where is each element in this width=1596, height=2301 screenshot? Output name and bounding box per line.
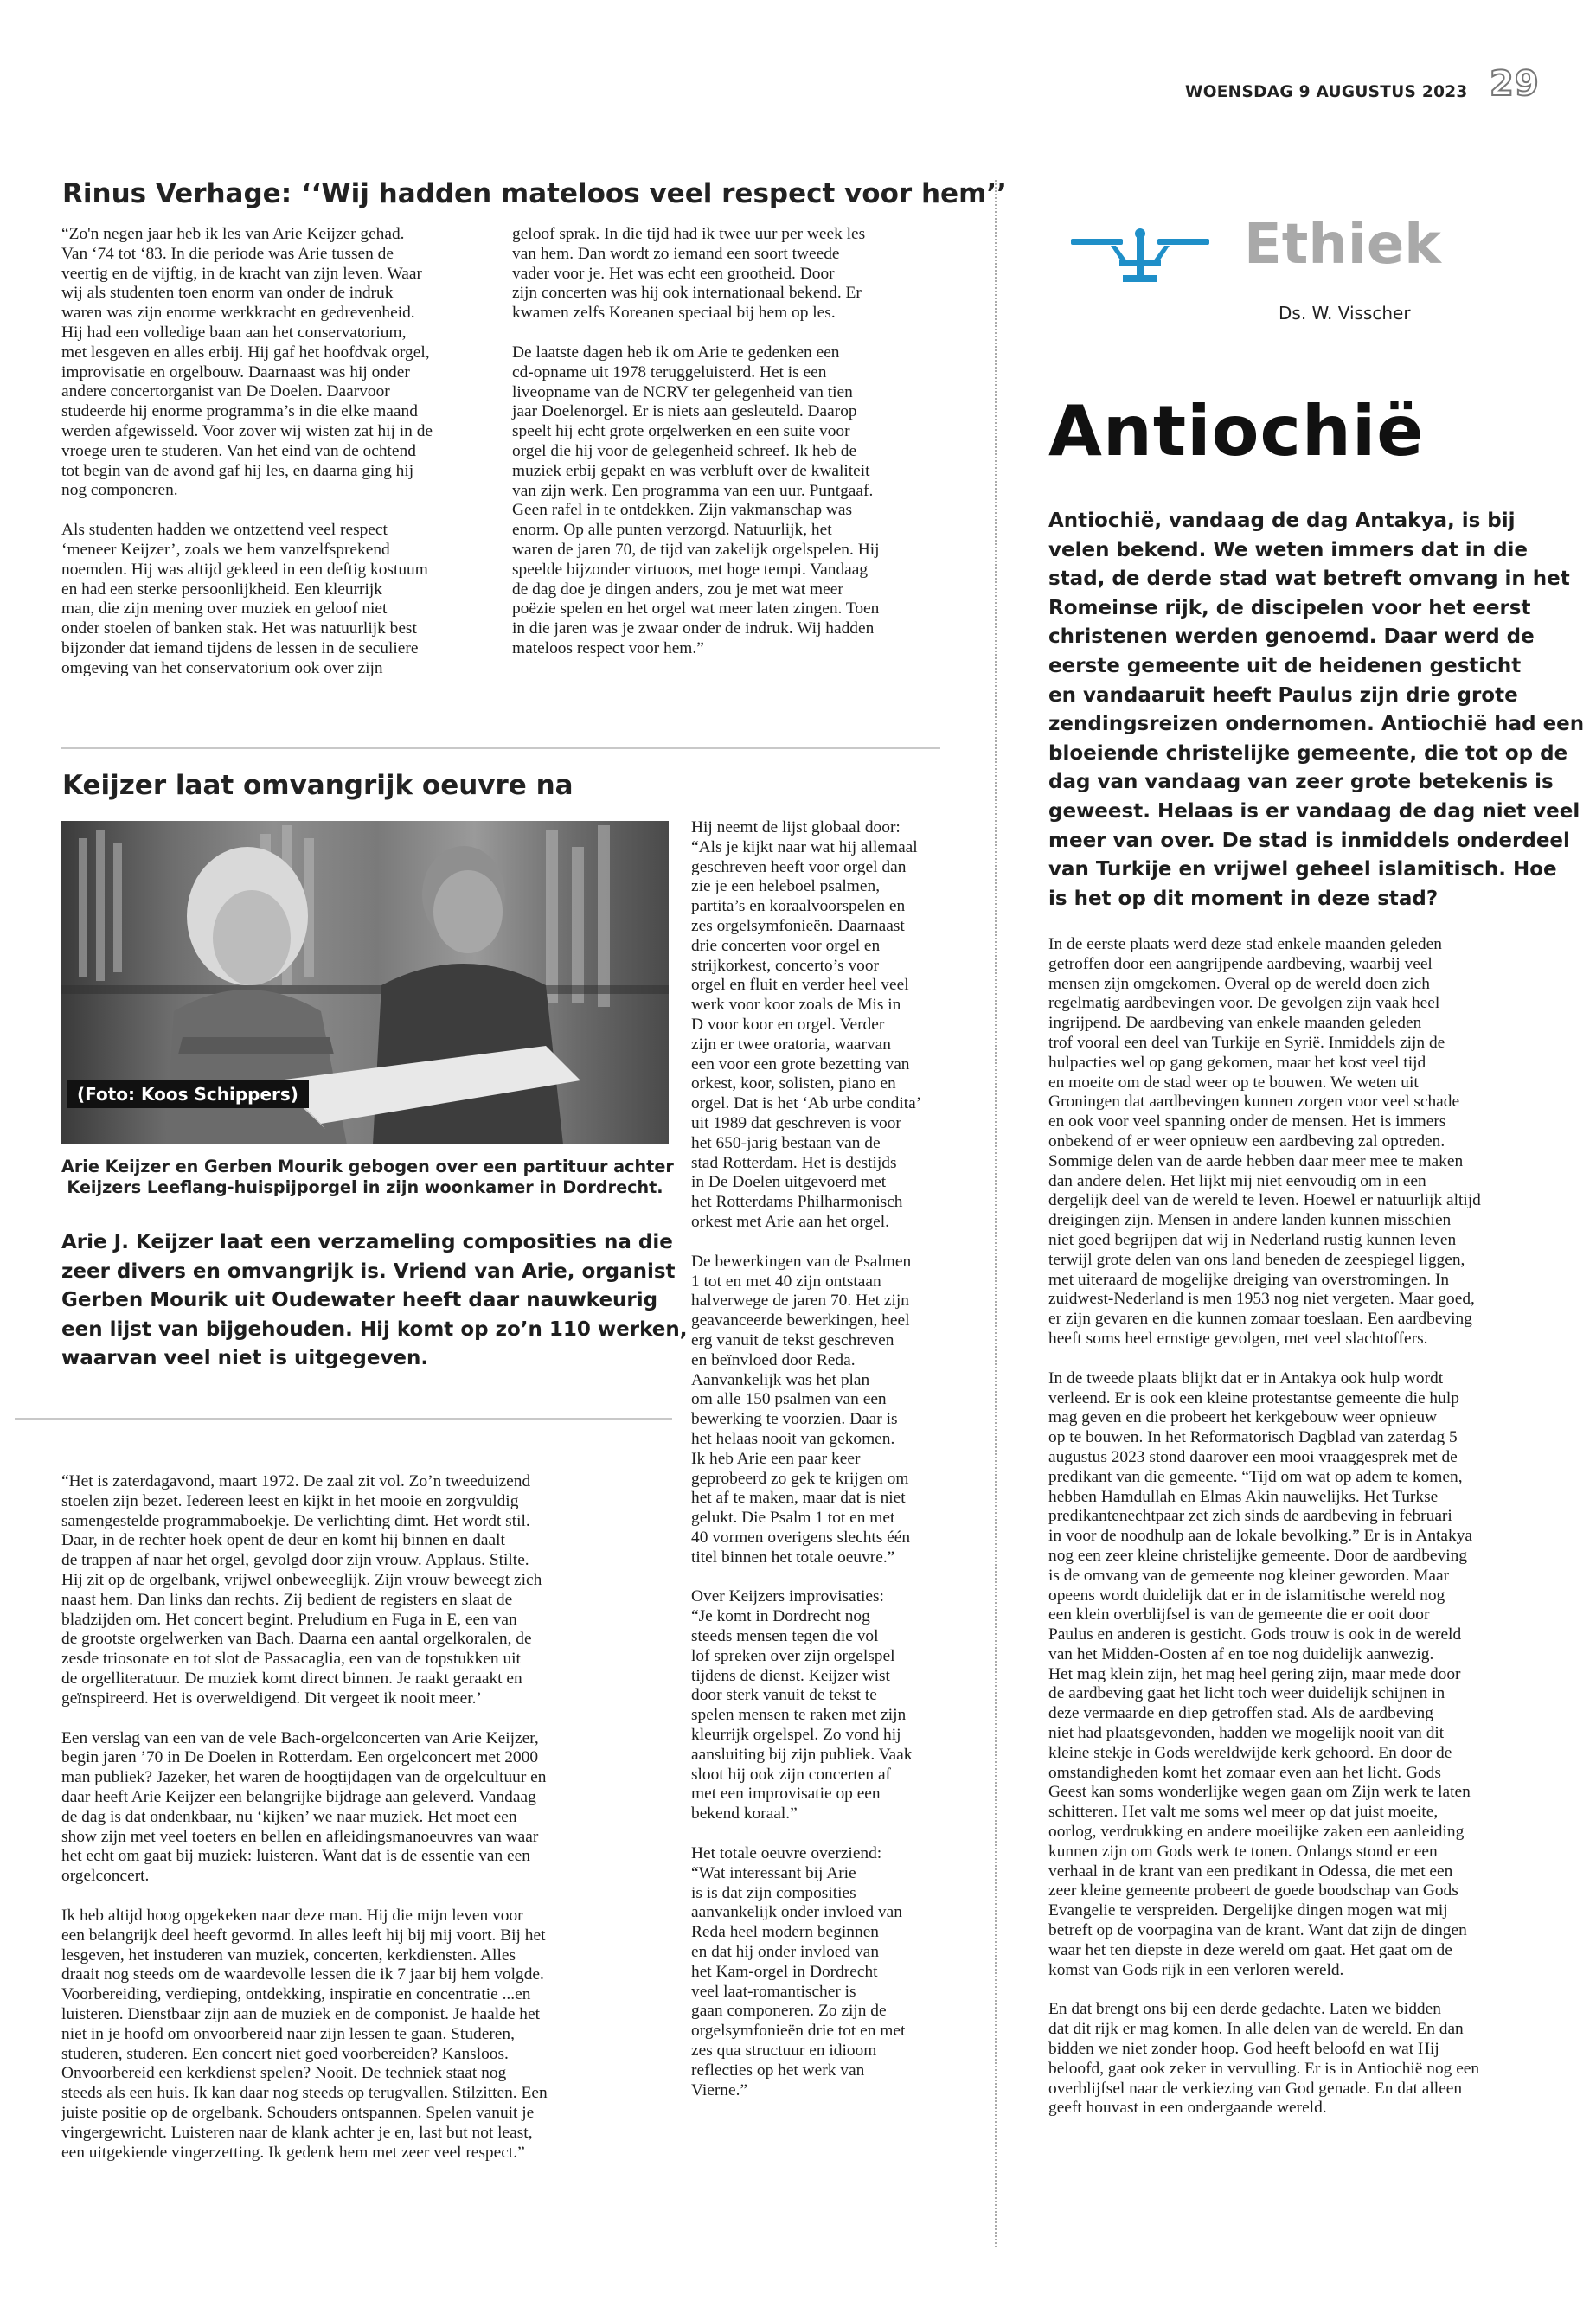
text-line: Geest kan soms wonderlijke wegen gaan om Zijn werk te laten bbox=[1048, 1783, 1471, 1802]
text-line: Sommige delen van de aarde hebben daar meer mee te maken bbox=[1048, 1151, 1464, 1170]
text-line: partita’s en koraalvoorspelen en bbox=[691, 897, 906, 916]
text-line: Ik heb altijd hoog opgekeken naar deze man. Hij die mijn leven voor bbox=[61, 1906, 523, 1925]
text-line: improvisatie en orgelbouw. Daarnaast was hij onder bbox=[61, 362, 410, 381]
text-line: uit 1989 dat geschreven is voor bbox=[691, 1113, 901, 1132]
text-line: een klein overblijfsel is van de gemeente die er ooit door bbox=[1048, 1606, 1430, 1625]
text-line: waar het ten diepste in deze wereld om gaat. Het gaat om de bbox=[1048, 1940, 1452, 1959]
ethiek-lead bbox=[1048, 507, 1585, 933]
text-line: dreigingen zijn. Mensen in andere landen kunnen misschien bbox=[1048, 1211, 1452, 1230]
rinus-col1 bbox=[61, 225, 503, 699]
text-line: en beïnvloed door Reda. bbox=[691, 1350, 856, 1369]
text-line: steeds mensen tegen die vol bbox=[691, 1627, 879, 1646]
text-line: augustus 2023 stond daarover een mooi vraaggesprek met de bbox=[1048, 1447, 1458, 1466]
text-line: Een verslag van een van de vele Bach-orgelconcerten van Arie Keijzer, bbox=[61, 1728, 539, 1747]
text-line: bloeiende christelijke gemeente, die tot op de bbox=[1048, 741, 1568, 765]
text-line: dag van vandaag van zeer grote betekenis is bbox=[1048, 771, 1554, 794]
text-line: deze vermaarde en diep getroffen stad. Als de aardbeving bbox=[1048, 1704, 1433, 1723]
text-line: Groningen dat aardbevingen kunnen zorgen voor veel schade bbox=[1048, 1093, 1460, 1112]
text-line: tijdens de dienst. Keijzer wist bbox=[691, 1666, 890, 1685]
text-line: Antiochië, vandaag de dag Antakya, is bij bbox=[1048, 510, 1516, 532]
text-line: en moeite om de stad weer op te bouwen. We weten uit bbox=[1048, 1073, 1419, 1092]
text-line: poëzie spelen en het orgel wat meer laten zingen. Toen bbox=[512, 599, 880, 619]
text-line: onbekend of er weer opnieuw een aardbeving zal optreden. bbox=[1048, 1131, 1445, 1150]
text-line: lesgeven, het instuderen van muziek, concerten, kerkdiensten. Alles bbox=[61, 1945, 516, 1965]
header-date: WOENSDAG 9 AUGUSTUS 2023 bbox=[1185, 83, 1468, 101]
text-line: wij als studenten toen enorm van onder de indruk bbox=[61, 284, 394, 303]
scale-icon bbox=[1062, 220, 1218, 293]
text-line: terwijl grote delen van ons land beneden de zeespiegel liggen, bbox=[1048, 1250, 1465, 1269]
text-line: kleine stekje in Gods wereldwijde kerk gehoord. En door de bbox=[1048, 1743, 1452, 1762]
text-line: zeer kleine gemeente probeert de goede boodschap van Gods bbox=[1048, 1881, 1458, 1900]
text-line: naast hem. Dan links dan rechts. Zij bedient de registers en slaat de bbox=[61, 1590, 513, 1609]
text-line: daar heeft Arie Keijzer een belangrijke bijdrage aan geleverd. Vandaag bbox=[61, 1787, 536, 1806]
text-line: steeds als een huis. Ik kan daar nog steeds op terugvallen. Stilzitten. Een bbox=[61, 2084, 548, 2103]
text-line: “Je komt in Dordrecht nog bbox=[691, 1607, 870, 1626]
text-line: de dag is dat ondenkbaar, nu ‘kijken’ we naar muziek. Het moet een bbox=[61, 1807, 517, 1826]
text-line: orgelconcert. bbox=[61, 1867, 150, 1886]
text-line: zijn er twee oratoria, waarvan bbox=[691, 1035, 891, 1054]
text-line: titel binnen het totale oeuvre.” bbox=[691, 1548, 895, 1567]
text-line: begin jaren ’70 in De Doelen in Rotterdam. Een orgelconcert met 2000 bbox=[61, 1748, 539, 1767]
text-line: predikantenechtpaar zet zich sinds de aardbeving in februari bbox=[1048, 1507, 1452, 1526]
text-line: “Het is zaterdagavond, maart 1972. De zaal zit vol. Zo’n tweeduizend bbox=[61, 1472, 531, 1490]
text-line: schitteren. Het valt me soms wel meer op dat juist moeite, bbox=[1048, 1803, 1439, 1822]
text-line: bekend koraal.” bbox=[691, 1804, 798, 1823]
text-line: werk voor koor zoals de Mis in bbox=[691, 996, 901, 1015]
text-line: een belangrijk deel heeft gevormd. In alles leeft hij bij mij voort. Bij het bbox=[61, 1926, 546, 1945]
text-line: Onvoorbereid een kerkdienst spelen? Nooit. De techniek staat nog bbox=[61, 2064, 507, 2083]
text-line: op te bouwen. In het Reformatorisch Dagblad van zaterdag 5 bbox=[1048, 1428, 1458, 1447]
rinus-title: Rinus Verhage: ‘‘Wij hadden mateloos veel respect voor hem’’ bbox=[62, 178, 1007, 209]
text-line: studeren, studeren. Een concert niet goed voorbereiden? Kansloos. bbox=[61, 2044, 509, 2063]
paragraph bbox=[61, 521, 503, 678]
paragraph bbox=[1048, 1369, 1567, 1981]
text-line: Paulus en anderen is gesticht. Gods trouw is ook in de wereld bbox=[1048, 1625, 1462, 1644]
article-title-antiochie: Antiochië bbox=[1048, 391, 1425, 471]
text-line: lof spreken over zijn orgelspel bbox=[691, 1646, 895, 1665]
paragraph bbox=[61, 1228, 688, 1374]
text-line: de orgelliteratuur. De muziek komt direct binnen. Je raakt geraakt en bbox=[61, 1669, 522, 1688]
text-line: ingrijpend. De aardbeving van enkele maanden geleden bbox=[1048, 1014, 1422, 1033]
text-line: orgelsymfonieën drie tot en met bbox=[691, 2022, 906, 2041]
text-line: mag geven en die probeert het kerkgebouw weer opnieuw bbox=[1048, 1408, 1438, 1427]
text-line: in die jaren was je zwaar onder de indruk. Wij hadden bbox=[512, 619, 875, 638]
text-line: Daar, in de rechter hoek opent de deur en komt hij binnen en daalt bbox=[61, 1531, 505, 1550]
text-line: enorm. Op alle punten verzorgd. Natuurlijk, het bbox=[512, 521, 832, 540]
paragraph bbox=[512, 343, 945, 659]
text-line: veel laat-romantischer is bbox=[691, 1982, 856, 2001]
keijzer-lead bbox=[61, 1228, 688, 1394]
text-line: nog een zeer kleine christelijke gemeente. Door de aardbeving bbox=[1048, 1546, 1468, 1565]
paragraph bbox=[61, 1729, 676, 1887]
text-line: stad Rotterdam. Het is destijds bbox=[691, 1153, 897, 1172]
text-line: zesde triosonate en tot slot de Passacaglia, een van de topstukken uit bbox=[61, 1650, 521, 1669]
text-line: werden afgewisseld. Voor zover wij wisten zat hij in de bbox=[61, 421, 433, 440]
text-line: beloofd, gaat ook zeker in vervulling. Er is in Antiochië nog een bbox=[1048, 2059, 1480, 2078]
text-line: Voorbereiding, verdieping, ontdekking, inspiratie en concentratie ...en bbox=[61, 1985, 531, 2004]
text-line: Als studenten hadden we ontzettend veel respect bbox=[61, 521, 388, 540]
text-line: draait nog steeds om de waardevolle lessen die ik 7 jaar bij hem volgde. bbox=[61, 1965, 544, 1984]
author-name: Ds. W. Visscher bbox=[1279, 303, 1411, 324]
text-line: sloot hij ook zijn concerten af bbox=[691, 1765, 892, 1784]
text-line: in De Doelen uitgevoerd met bbox=[691, 1173, 887, 1192]
text-line: Romeinse rijk, de discipelen voor het eerst bbox=[1048, 596, 1531, 619]
text-line: erg vanuit de tekst geschreven bbox=[691, 1330, 894, 1349]
text-line: geschreven heeft voor orgel dan bbox=[691, 857, 907, 876]
text-line: strijkorkest, concerto’s voor bbox=[691, 956, 880, 975]
text-line: christenen werden genoemd. Daar werd de bbox=[1048, 625, 1535, 649]
caption-line: Arie Keijzer en Gerben Mourik gebogen over een partituur achter bbox=[61, 1157, 674, 1176]
text-line: betreft op de voorpagina van de krant. Want dat zijn de dingen bbox=[1048, 1921, 1467, 1940]
text-line: met lesgeven en alles erbij. Hij gaf het hoofdvak orgel, bbox=[61, 343, 430, 362]
text-line: van Turkije en vrijwel geheel islamitisch. Hoe bbox=[1048, 858, 1557, 881]
text-line: orgel en fluit en verder heel veel bbox=[691, 976, 909, 995]
text-line: samengestelde programmaboekje. De verlichting dimt. Het wordt stil. bbox=[61, 1511, 530, 1530]
text-line: waren de jaren 70, de tijd van zakelijk orgelspelen. Hij bbox=[512, 540, 880, 559]
text-line: Aanvankelijk was het plan bbox=[691, 1370, 870, 1389]
paragraph bbox=[691, 1844, 951, 2100]
text-line: In de eerste plaats werd deze stad enkele maanden geleden bbox=[1048, 935, 1442, 953]
caption-line: Keijzers Leeflang-huispijporgel in zijn woonkamer in Dordrecht. bbox=[67, 1177, 663, 1197]
text-line: cd-opname uit 1978 teruggeluisterd. Het is een bbox=[512, 362, 827, 381]
text-line: Hij had een volledige baan aan het conservatorium, bbox=[61, 323, 407, 342]
text-line: kleurrijk orgelspel. Zo vond hij bbox=[691, 1726, 901, 1745]
text-line: een voor een grote bezetting van bbox=[691, 1054, 910, 1074]
paragraph bbox=[691, 1253, 951, 1568]
text-line: eerste gemeente uit de heidenen gesticht bbox=[1048, 654, 1522, 677]
text-line: hulpacties wel op gang gekomen, maar het kost veel tijd bbox=[1048, 1053, 1426, 1072]
page-number: 29 bbox=[1490, 64, 1540, 104]
text-line: 1 tot en met 40 zijn ontstaan bbox=[691, 1272, 881, 1291]
text-line: zes orgelsymfonieën. Daarnaast bbox=[691, 916, 905, 935]
text-line: dat dit rijk er mag komen. In alle delen van de wereld. En dan bbox=[1048, 2020, 1464, 2039]
text-line: zendingsreizen ondernomen. Antiochië had een bbox=[1048, 713, 1585, 736]
text-line: show zijn met veel toeters en bellen en afleidingsmanoeuvres van waar bbox=[61, 1827, 539, 1846]
text-line: ‘meneer Keijzer’, zoals we hem vanzelfsprekend bbox=[61, 540, 390, 559]
text-line: predikant van die gemeente. “Tijd om wat op adem te komen, bbox=[1048, 1467, 1463, 1486]
text-line: “Wat interessant bij Arie bbox=[691, 1863, 856, 1882]
text-line: bijzonder dat iemand tijdens de lessen in de seculiere bbox=[61, 638, 419, 657]
text-line: bidden we niet zonder hoop. God heeft beloofd en wat Hij bbox=[1048, 2040, 1439, 2059]
text-line: Arie J. Keijzer laat een verzameling composities na die bbox=[61, 1231, 673, 1253]
text-line: de trappen af naar het orgel, gevolgd door zijn vrouw. Applaus. Stilte. bbox=[61, 1551, 529, 1570]
text-line: overblijfsel naar de verkiezing van God genade. En dat alleen bbox=[1048, 2079, 1463, 2098]
paragraph bbox=[61, 1472, 676, 1709]
text-line: Ik heb Arie een paar keer bbox=[691, 1449, 861, 1468]
text-line: dergelijk deel van de wereld te leven. Hoewel er natuurlijk altijd bbox=[1048, 1191, 1481, 1210]
rinus-col2 bbox=[512, 225, 945, 679]
text-line: is het op dit moment in deze stad? bbox=[1048, 887, 1439, 910]
text-line: “Zo'n negen jaar heb ik les van Arie Keijzer gehad. bbox=[61, 225, 405, 243]
text-line: Evangelie te verspreiden. Dergelijke dingen mogen wat mij bbox=[1048, 1901, 1448, 1920]
text-line: het Kam-orgel in Dordrecht bbox=[691, 1962, 878, 1981]
text-line: is de omvang van de gemeente nog kleiner geworden. Maar bbox=[1048, 1566, 1450, 1585]
text-line: studeerde hij enorme programma’s in die elke maand bbox=[61, 402, 418, 421]
text-line: Geen rafel in te ontdekken. Zijn vakmanschap was bbox=[512, 501, 853, 520]
text-line: gaan componeren. Zo zijn de bbox=[691, 2002, 887, 2021]
text-line: opeens wordt duidelijk dat er in de islamitische wereld nog bbox=[1048, 1586, 1445, 1605]
text-line: Van ‘74 tot ‘83. In die periode was Arie tussen de bbox=[61, 244, 394, 263]
text-line: kunnen zijn om Gods werk te tonen. Onlangs stond er een bbox=[1048, 1842, 1438, 1861]
text-line: spelen mensen te raken met zijn bbox=[691, 1706, 907, 1725]
text-line: het af te maken, maar dat is niet bbox=[691, 1489, 906, 1508]
text-line: speelde bijzonder virtuoos, met hoge tempi. Vandaag bbox=[512, 560, 869, 579]
text-line: 40 vormen overigens slechts één bbox=[691, 1528, 911, 1547]
text-line: de grootste orgelwerken van Bach. Daarna een aantal orgelkoralen, de bbox=[61, 1630, 532, 1649]
text-line: Hij neemt de lijst globaal door: bbox=[691, 818, 901, 836]
text-line: juiste positie op de orgelbank. Schouders ontspannen. Spelen vanuit je bbox=[61, 2103, 535, 2122]
text-line: het echt om gaat bij muziek: luisteren. Want dat is de essentie van een bbox=[61, 1847, 530, 1866]
text-line: D voor koor en orgel. Verder bbox=[691, 1015, 885, 1034]
text-line: omstandigheden komt het zomaar even aan het licht. Gods bbox=[1048, 1763, 1441, 1782]
text-line: niet goed begrijpen dat wij in Nederland rustig kunnen leven bbox=[1048, 1230, 1457, 1249]
paragraph bbox=[1048, 507, 1585, 913]
text-line: En dat brengt ons bij een derde gedachte. Laten we bidden bbox=[1048, 2000, 1441, 2019]
text-line: gelukt. Die Psalm 1 tot en met bbox=[691, 1509, 895, 1528]
text-line: waren was zijn enorme werkkracht en gedrevenheid. bbox=[61, 304, 415, 323]
text-line: reflecties op het werk van bbox=[691, 2061, 865, 2080]
text-line: hebben Hamdullah en Elmas Akin nauwelijks. Het Turkse bbox=[1048, 1487, 1439, 1506]
text-line: het 650-jarig bestaan van de bbox=[691, 1133, 881, 1152]
text-line: Gerben Mourik uit Oudewater heeft daar nauwkeurig bbox=[61, 1289, 658, 1312]
text-line: bewerking te voorzien. Daar is bbox=[691, 1410, 898, 1429]
column-separator bbox=[995, 180, 997, 2247]
text-line: geprobeerd zo gek te krijgen om bbox=[691, 1469, 909, 1488]
photo-credit: (Foto: Koos Schippers) bbox=[67, 1080, 309, 1108]
paragraph bbox=[512, 225, 945, 324]
text-line: het helaas nooit van gekomen. bbox=[691, 1429, 895, 1448]
text-line: verleend. Er is ook een kleine protestantse gemeente die hulp bbox=[1048, 1388, 1459, 1407]
text-line: trof vooral een deel van Turkije en Syrië. Inmiddels zijn de bbox=[1048, 1033, 1445, 1052]
text-line: bladzijden om. Het concert begint. Preludium en Fuga in E, een van bbox=[61, 1610, 517, 1629]
text-line: regelmatig aardbevingen voor. De gevolgen zijn vaak heel bbox=[1048, 994, 1440, 1013]
text-line: Reda heel modern beginnen bbox=[691, 1923, 879, 1942]
text-line: De laatste dagen heb ik om Arie te gedenken een bbox=[512, 343, 840, 362]
text-line: orkest, koor, solisten, piano en bbox=[691, 1074, 896, 1093]
text-line: van hem. Dan wordt zo iemand een soort tweede bbox=[512, 244, 840, 263]
text-line: vingergewricht. Luisteren naar de klank achter je en, last but not least, bbox=[61, 2123, 533, 2142]
text-line: veertig en de vijftig, in de kracht van zijn leven. Waar bbox=[61, 264, 422, 283]
text-line: Hij zit op de orgelbank, vrijwel onbeweeglijk. Zijn vrouw beweegt zich bbox=[61, 1570, 542, 1589]
text-line: door sterk vanuit de tekst te bbox=[691, 1686, 877, 1705]
photo-caption bbox=[61, 1157, 674, 1198]
text-line: de dag doe je dingen anders, zou je met wat meer bbox=[512, 580, 843, 599]
text-line: noemden. Hij was altijd gekleed in een deftig kostuum bbox=[61, 560, 428, 579]
text-line: luisteren. Dienstbaar zijn aan de muziek en de componist. Je haalde het bbox=[61, 2004, 540, 2023]
text-line: muziek erbij gepakt en was verbluft over de kwaliteit bbox=[512, 461, 870, 480]
keijzer-wide-col bbox=[61, 1472, 676, 2182]
text-line: een uitgekiende vingerzetting. Ik gedenk hem met zeer veel respect.” bbox=[61, 2143, 525, 2162]
paragraph bbox=[691, 1587, 951, 1824]
ethiek-body bbox=[1048, 935, 1567, 2138]
text-line: vader voor je. Het was echt een grootheid. Door bbox=[512, 264, 835, 283]
text-line: geloof sprak. In die tijd had ik twee uur per week les bbox=[512, 225, 866, 243]
text-line: getroffen door een aangrijpende aardbeving, waarbij veel bbox=[1048, 954, 1433, 973]
text-line: stad, de derde stad wat betreft omvang in het bbox=[1048, 567, 1570, 591]
text-line: van zijn werk. Een programma van een uur. Puntgaaf. bbox=[512, 481, 874, 500]
text-line: een lijst van bijgehouden. Hij komt op zo’n 110 werken, bbox=[61, 1317, 688, 1341]
section-title-ethiek: Ethiek bbox=[1244, 213, 1441, 277]
paragraph bbox=[1048, 2000, 1567, 2118]
text-line: niet had plaatsgevonden, hadden we mogelijk nooit van dit bbox=[1048, 1724, 1445, 1743]
text-line: niet in je hoofd om onvoorbereid naar zijn lessen te gaan. Studeren, bbox=[61, 2024, 515, 2043]
text-line: en vandaaruit heeft Paulus zijn drie grote bbox=[1048, 683, 1518, 707]
text-line: orgel die hij voor de gelegenheid schreef. Ik heb de bbox=[512, 441, 857, 460]
text-line: het Rotterdams Philharmonisch bbox=[691, 1193, 903, 1212]
text-line: vroege uren te studeren. Van het eind van de ochtend bbox=[61, 441, 416, 460]
text-line: Het mag klein zijn, het mag heel gering zijn, maar mede door bbox=[1048, 1664, 1461, 1683]
photo-keijzer-mourik bbox=[61, 821, 669, 1144]
text-line: orkest met Arie aan het orgel. bbox=[691, 1212, 890, 1231]
text-line: aansluiting bij zijn publiek. Vaak bbox=[691, 1745, 913, 1764]
text-line: nog componeren. bbox=[61, 481, 178, 500]
text-line: met uiteraard de mogelijke dreiging van overstromingen. In bbox=[1048, 1270, 1450, 1289]
text-line: heeft soms heel ernstige gevolgen, met veel slachtoffers. bbox=[1048, 1329, 1428, 1348]
text-line: De bewerkingen van de Psalmen bbox=[691, 1252, 912, 1271]
text-line: en ook voor veel spanning onder de mensen. Het is immers bbox=[1048, 1112, 1446, 1131]
text-line: aanvankelijk onder invloed van bbox=[691, 1903, 902, 1922]
text-line: oorlog, verdrukking en andere moeilijke zaken een aanleiding bbox=[1048, 1823, 1465, 1842]
text-line: en had een sterke persoonlijkheid. Een kleurrijk bbox=[61, 580, 382, 599]
text-line: zuidwest-Nederland is men 1953 nog niet vergeten. Maar goed, bbox=[1048, 1290, 1475, 1309]
text-line: geeft houvast in een ondergaande wereld. bbox=[1048, 2099, 1327, 2118]
text-line: In de tweede plaats blijkt dat er in Antakya ook hulp wordt bbox=[1048, 1368, 1444, 1388]
text-line: dan andere delen. Het lijkt mij niet eenvoudig om in een bbox=[1048, 1171, 1426, 1190]
text-line: in voor de noodhulp aan de lokale bevolking.” Er is in Antakya bbox=[1048, 1527, 1473, 1546]
text-line: Het totale oeuvre overziend: bbox=[691, 1844, 882, 1863]
text-line: meer van over. De stad is inmiddels onderdeel bbox=[1048, 829, 1570, 852]
text-line: er zijn gevaren en die kunnen zomaar toeslaan. Een aardbeving bbox=[1048, 1310, 1472, 1329]
text-line: andere concertorganist van De Doelen. Daarvoor bbox=[61, 382, 390, 401]
keijzer-narrow-col bbox=[691, 818, 951, 2120]
text-line: liveopname van de NCRV ter gelegenheid van tien bbox=[512, 382, 853, 401]
text-line: Over Keijzers improvisaties: bbox=[691, 1587, 884, 1606]
paragraph bbox=[61, 225, 503, 501]
text-line: geïnspireerd. Het is overweldigend. Dit vergeet ik nooit meer.’ bbox=[61, 1689, 482, 1708]
text-line: onder stoelen of banken stak. Het was natuurlijk best bbox=[61, 619, 417, 638]
text-line: met een improvisatie op een bbox=[691, 1785, 881, 1804]
text-line: de aardbeving gaat het licht toch weer duidelijk schijnen in bbox=[1048, 1684, 1445, 1703]
text-line: geweest. Helaas is er vandaag de dag niet veel bbox=[1048, 799, 1580, 823]
text-line: zie je een heleboel psalmen, bbox=[691, 877, 881, 896]
text-line: geavanceerde bewerkingen, heel bbox=[691, 1311, 910, 1330]
divider-keijzer bbox=[15, 1418, 672, 1420]
text-line: mateloos respect voor hem.” bbox=[512, 638, 704, 657]
paragraph bbox=[1048, 935, 1567, 1349]
text-line: komst van Gods rijk in een verloren wereld. bbox=[1048, 1960, 1344, 1979]
text-line: zijn concerten was hij ook internationaal bekend. Er bbox=[512, 284, 862, 303]
text-line: en dat hij onder invloed van bbox=[691, 1943, 880, 1962]
text-line: speelt hij echt grote orgelwerken en een suite voor bbox=[512, 422, 850, 441]
text-line: “Als je kijkt naar wat hij allemaal bbox=[691, 837, 918, 856]
paragraph bbox=[61, 1907, 676, 2163]
text-line: zes qua structuur en idioom bbox=[691, 2041, 877, 2061]
text-line: halverwege de jaren 70. Het zijn bbox=[691, 1292, 909, 1311]
keijzer-title: Keijzer laat omvangrijk oeuvre na bbox=[62, 770, 574, 801]
text-line: man publiek? Jazeker, het waren de hoogtijdagen van de orgelcultuur en bbox=[61, 1768, 547, 1787]
text-line: Vierne.” bbox=[691, 2080, 748, 2099]
text-line: waarvan veel niet is uitgegeven. bbox=[61, 1347, 429, 1370]
text-line: jaar Doelenorgel. Er is niets aan gesleuteld. Daarop bbox=[512, 402, 857, 421]
text-line: omgeving van het conservatorium ook over zijn bbox=[61, 658, 383, 677]
text-line: zeer divers en omvangrijk is. Vriend van Arie, organist bbox=[61, 1259, 676, 1283]
text-line: tot begin van de avond gaf hij les, en daarna ging hij bbox=[61, 461, 414, 480]
text-line: is is dat zijn composities bbox=[691, 1883, 856, 1902]
text-line: stoelen zijn bezet. Iedereen leest en kijkt in het mooie en zorgvuldig bbox=[61, 1491, 519, 1510]
text-line: orgel. Dat is het ‘Ab urbe condita’ bbox=[691, 1094, 922, 1113]
paragraph bbox=[691, 818, 951, 1233]
text-line: kwamen zelfs Koreanen speciaal bij hem op les. bbox=[512, 304, 836, 323]
text-line: man, die zijn mening over muziek en geloof niet bbox=[61, 599, 388, 619]
text-line: velen bekend. We weten immers dat in die bbox=[1048, 538, 1529, 561]
text-line: om alle 150 psalmen van een bbox=[691, 1390, 887, 1409]
divider-rinus bbox=[61, 747, 940, 749]
text-line: drie concerten voor orgel en bbox=[691, 936, 881, 955]
text-line: verhaal in de krant van een predikant in Odessa, die met een bbox=[1048, 1862, 1453, 1881]
text-line: mensen zijn omgekomen. Overal op de wereld doen zich bbox=[1048, 974, 1430, 993]
text-line: van het Midden-Oosten af en toe nog duidelijk aanwezig. bbox=[1048, 1644, 1434, 1663]
